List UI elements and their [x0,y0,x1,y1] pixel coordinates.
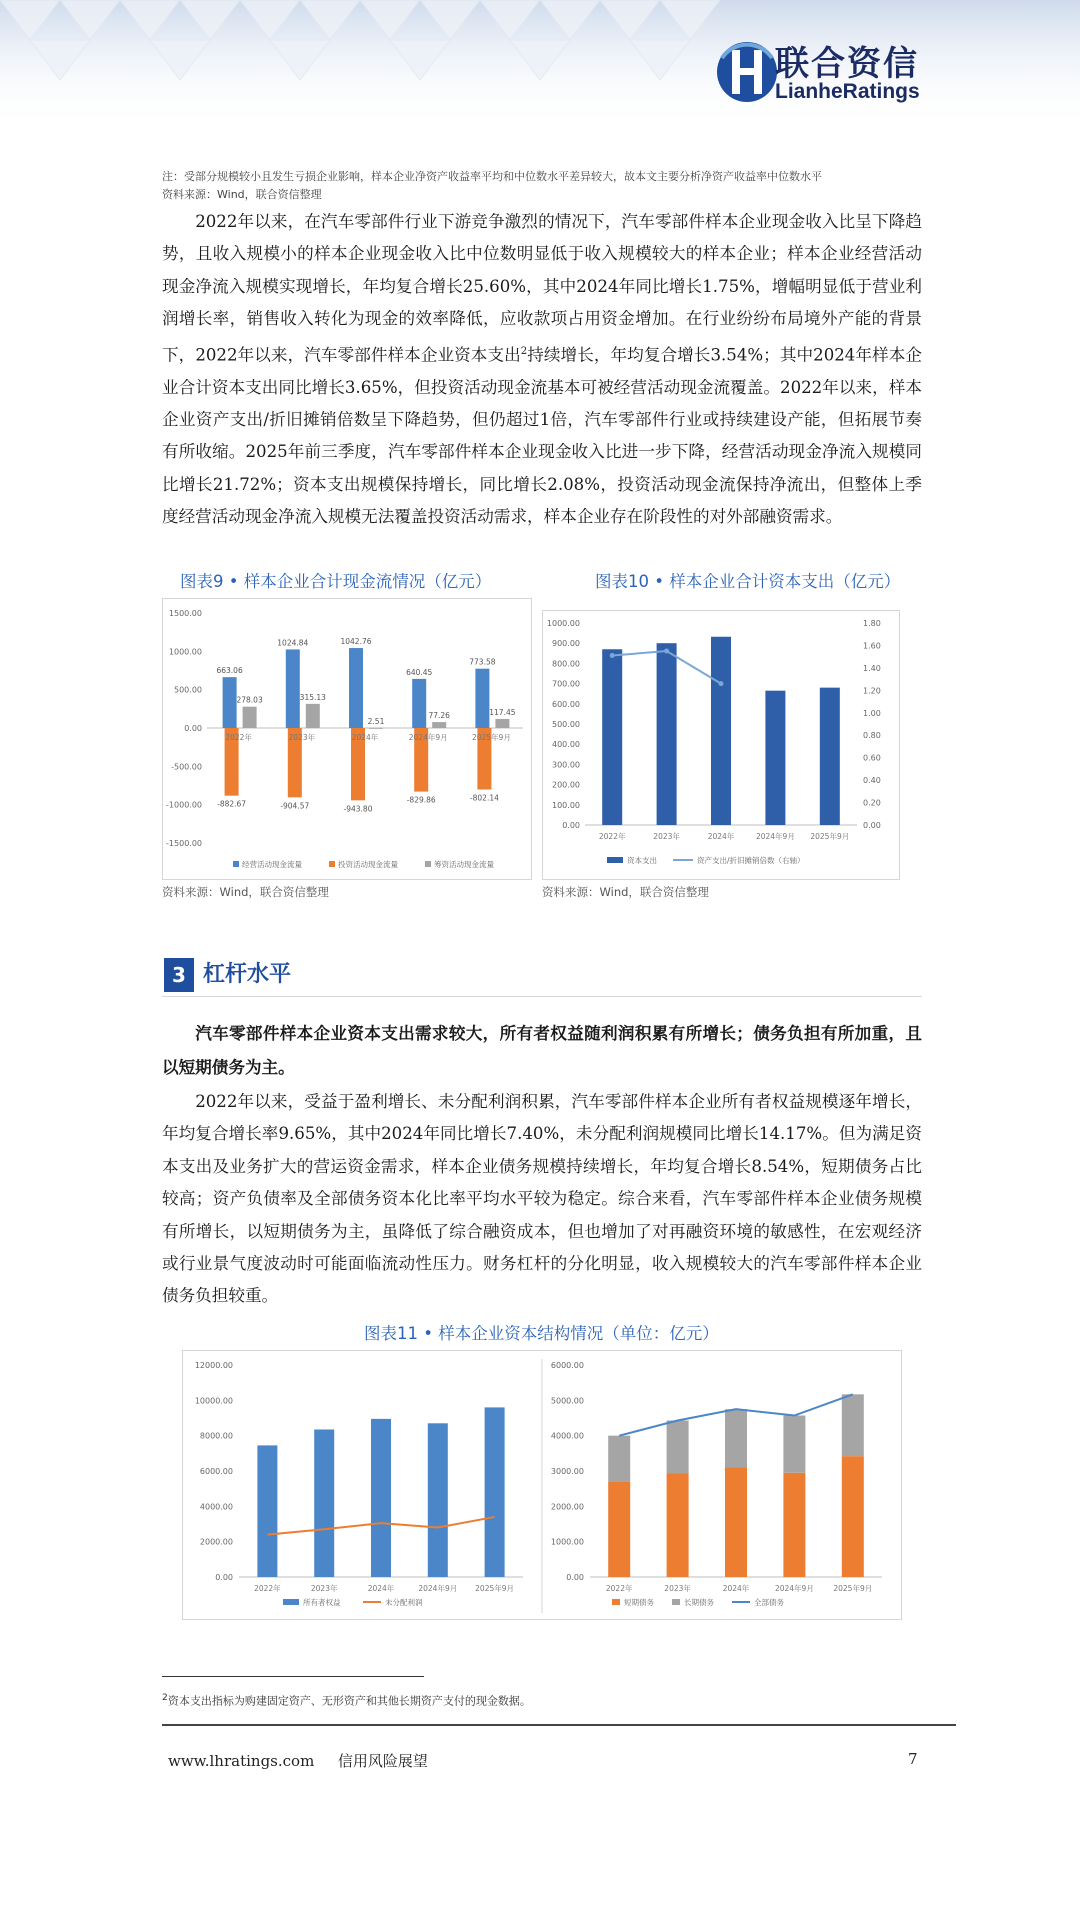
y-tick-label: 12000.00 [194,1361,233,1370]
data-label: 663.06 [216,666,243,676]
line-point [719,681,724,686]
y2-tick-label: 0.80 [863,731,881,741]
body-paragraph-leverage: 2022年以来，受益于盈利增长、未分配利润积累，汽车零部件样本企业所有者权益规模逐年增长，年均复合增长率9.65%，其中2024年同比增长7.40%，未分配利润规模同比增长14.17%。但为满足资本支出及业务扩大的营运资金需求，样本企业债务规模持续增长，年均复合增长8.54%，短期债务占比较高；资产负债率及全部债务资本化比率平均水平较为稳定。综合来看，汽车零部件样本企业债务规模有所增长，以短期债务为主，虽降低了综合融资成本，但也增加了对再融资环境的敏感性，在宏观经济或行业景气度波动时可能面临流动性压力。财务杠杆的分化明显，收入规模较大的汽车零部件样本企业债务负担较重。 [162,1092,922,1306]
data-label: -943.80 [343,804,373,814]
bar-short-debt [783,1473,805,1577]
bar-capex [711,637,731,825]
y-tick-label: 2000.00 [550,1502,584,1512]
bar-capex [765,691,785,825]
bar-short-debt [842,1456,864,1577]
legend-label: 经营活动现金流量 [242,860,302,869]
legend-swatch [612,1599,620,1605]
data-label: 1042.76 [340,637,372,647]
bar-operating [223,677,237,728]
y-tick-label: 500.00 [174,685,202,695]
fig11b-group [551,1361,882,1607]
bar-financing [432,722,446,728]
fig10-title: 图表10 • 样本企业合计资本支出（亿元） [595,572,901,591]
para1-part-a: 2022年以来，在汽车零部件行业下游竞争激烈的情况下，汽车零部件样本企业现金收入比呈下降趋势，且收入规模小的样本企业现金收入比中位数明显低于收入规模较大的样本企业；样本企业经营活动现金净流入规模实现增长，年均复合增长25.60%，其中2024年同比增长1.75%，增幅明显低于营业利润增长率，销售收入转化为现金的效率降低，应收款项占用资金增加。在行业纷纷布局境外产能的背景下，2022年以来，汽车零部件样本企业资本支出 [162,212,922,365]
y-tick-label: 5000.00 [550,1396,584,1406]
fig11-svg [183,1351,901,1619]
footnote-text: 资本支出指标为购建固定资产、无形资产和其他长期资产支付的现金数据。 [167,1694,531,1708]
x-tick-label: 2024年9月 [774,1584,814,1593]
y-tick-label: 1500.00 [168,609,202,618]
bar-operating [349,648,363,728]
x-tick-label: 2024年 [367,1584,395,1593]
data-label: 773.58 [469,657,496,667]
fig10-chart [542,610,900,880]
y-tick-label: 500.00 [552,720,580,729]
line-point [664,649,669,654]
y-tick-label: 3000.00 [550,1467,584,1476]
y-tick-label: 100.00 [552,800,580,810]
logo-text-cn: 联合资信 [775,44,919,84]
legend-swatch [607,857,623,863]
legend-swatch [425,861,431,867]
y-tick-label: 1000.00 [550,1537,584,1547]
footnote-ref[interactable]: 2 [520,345,528,357]
bar-financing [306,704,320,728]
bar-financing [243,707,257,728]
y-tick-label: 400.00 [552,740,580,750]
fig11-chart [182,1350,902,1620]
y-tick-label: 0.00 [215,1573,233,1582]
y2-tick-label: 1.80 [863,619,881,628]
fig11-title: 图表11 • 样本企业资本结构情况（单位：亿元） [364,1324,719,1343]
x-tick-label: 2024年 [351,733,379,742]
y-tick-label: 0.00 [562,821,580,830]
x-tick-label: 2025年9月 [471,733,511,742]
y2-tick-label: 0.40 [863,776,881,786]
fig10-source: 资料来源：Wind，联合资信整理 [542,885,709,899]
line-point [610,653,615,658]
bar-capex [820,688,840,825]
legend-label: 长期债务 [684,1598,714,1607]
bar-operating [286,649,300,728]
bar-capex [657,643,677,825]
bar-financing [369,728,383,729]
y-tick-label: 800.00 [552,659,580,669]
data-label: -904.57 [280,801,310,811]
bar-long-debt [667,1420,689,1473]
data-label: 2.51 [367,716,385,726]
x-tick-label: 2022年 [254,1584,281,1593]
footnote [162,1692,531,1709]
bar-financing [495,719,509,728]
legend-label: 资本支出 [627,856,657,865]
bar-short-debt [725,1467,747,1577]
x-tick-label: 2024年9月 [755,832,795,841]
x-tick-label: 2023年 [288,733,316,742]
y-tick-label: 200.00 [552,780,580,790]
bar-long-debt [842,1394,864,1456]
y-tick-label: 900.00 [552,639,580,649]
x-tick-label: 2024年 [722,1584,750,1593]
x-tick-label: 2024年9月 [408,733,448,742]
data-label: 1024.84 [277,638,309,648]
footer-journal: 信用风险展望 [337,1752,428,1770]
bar-operating [412,679,426,728]
section-lead: 汽车零部件样本企业资本支出需求较大，所有者权益随利润积累有所增长；债务负担有所加重，且以短期债务为主。 [162,1023,922,1077]
bar-long-debt [783,1416,805,1473]
x-tick-label: 2022年 [598,832,626,841]
legend-label: 短期债务 [624,1598,654,1607]
x-tick-label: 2025年9月 [810,832,850,841]
legend-swatch [329,861,335,867]
y-tick-label: 0.00 [566,1573,584,1582]
bar-equity [257,1445,277,1577]
legend-label: 全部债务 [754,1598,784,1607]
data-label: 640.45 [406,667,433,677]
y2-tick-label: 0.60 [863,753,881,763]
legend-swatch [233,861,239,867]
legend-label: 投资活动现金流量 [338,860,398,869]
bar-long-debt [608,1436,630,1482]
data-label: 77.26 [428,711,450,721]
note-text: 注：受部分规模较小且发生亏损企业影响，样本企业净资产收益率平均和中位数水平差异较大，故本文主要分析净资产收益率中位数水平 [162,170,822,183]
y2-tick-label: 1.60 [863,641,881,651]
x-tick-label: 2022年 [225,733,252,742]
bar-equity [371,1419,391,1577]
footnote-num: 2 [162,1692,168,1703]
fig9-title: 图表9 • 样本企业合计现金流情况（亿元） [180,572,492,591]
fig9-source: 资料来源：Wind，联合资信整理 [162,885,329,899]
y2-tick-label: 0.00 [863,821,881,830]
legend-label: 筹资活动现金流量 [434,860,494,869]
legend-label: 所有者权益 [303,1598,341,1607]
bar-equity [314,1429,334,1577]
bar-equity [428,1423,448,1577]
y-tick-label: -1500.00 [166,839,202,848]
y-tick-label: 10000.00 [194,1396,233,1406]
legend-label: 资产支出/折旧摊销倍数（右轴） [697,856,805,865]
legend-label: 未分配利润 [385,1598,423,1607]
bar-equity [485,1407,505,1577]
section-divider [162,996,922,997]
y2-tick-label: 1.00 [863,708,881,718]
y-tick-label: 4000.00 [199,1502,233,1512]
fig11a-group [195,1361,523,1607]
y-tick-label: 6000.00 [199,1467,233,1476]
bar-short-debt [608,1482,630,1577]
x-tick-label: 2024年9月 [418,1584,458,1593]
y-tick-label: -1000.00 [166,800,202,810]
data-label: 278.03 [236,695,263,705]
logo-text-en: LianheRatings [775,80,920,103]
x-tick-label: 2023年 [310,1584,338,1593]
x-tick-label: 2022年 [605,1584,633,1593]
fig9-svg [163,599,531,879]
section-number: 3 [164,958,194,992]
x-tick-label: 2025年9月 [475,1584,515,1593]
data-label: -829.86 [406,795,436,805]
x-tick-label: 2024年 [707,832,735,841]
y2-tick-label: 0.20 [863,798,881,808]
y-tick-label: 600.00 [552,699,580,709]
y-tick-label: 2000.00 [199,1537,233,1547]
y-tick-label: 8000.00 [199,1431,233,1441]
fig9-chart [162,598,532,880]
data-label: 315.13 [299,692,326,702]
lianhe-logo-icon [712,34,782,114]
y2-tick-label: 1.20 [863,686,881,696]
data-label: -882.67 [217,799,247,809]
y-tick-label: 700.00 [552,679,580,689]
page-number: 7 [908,1750,918,1768]
y-tick-label: 0.00 [184,724,202,733]
y-tick-label: 300.00 [552,760,580,770]
legend-swatch [283,1599,299,1605]
y-tick-label: 1000.00 [168,647,202,657]
fig10-svg [543,611,899,879]
bar-long-debt [725,1409,747,1467]
bar-operating [475,669,489,728]
x-tick-label: 2023年 [664,1584,691,1593]
bar-capex [602,649,622,825]
x-tick-label: 2025年9月 [833,1584,873,1593]
para1-part-b: 持续增长，年均复合增长3.54%；其中2024年样本企业合计资本支出同比增长3.65%，但投资活动现金流基本可被经营活动现金流覆盖。2022年以来，样本企业资产支出/折旧摊销倍数呈下降趋势，但仍超过1倍，汽车零部件行业或持续建设产能，但拓展节奏有所收缩。2025年前三季度，汽车零部件样本企业现金收入比进一步下降，经营活动现金净流入规模同比增长21.72%；资本支出规模保持增长，同比增长2.08%，投资活动现金流保持净流出，但整体上季度经营活动现金净流入规模无法覆盖投资活动需求，样本企业存在阶段性的对外部融资需求。 [162,345,922,527]
footer-site-link[interactable]: www.lhratings.com [168,1752,315,1770]
y2-tick-label: 1.40 [863,663,881,673]
footer-left [168,1750,428,1771]
y-tick-label: 1000.00 [546,619,580,628]
y-tick-label: -500.00 [171,762,202,772]
legend-swatch [672,1599,680,1605]
footer-rule [162,1724,956,1726]
y-tick-label: 4000.00 [550,1431,584,1441]
data-label: -802.14 [469,793,499,803]
bar-short-debt [667,1473,689,1577]
y-tick-label: 6000.00 [550,1361,584,1370]
x-tick-label: 2023年 [653,832,680,841]
body-paragraph-cashflow [162,206,922,534]
section-title: 杠杆水平 [203,962,292,987]
data-label: 117.45 [489,707,516,717]
source-note: 资料来源：Wind，联合资信整理 [162,188,322,201]
footnote-rule [162,1676,424,1677]
